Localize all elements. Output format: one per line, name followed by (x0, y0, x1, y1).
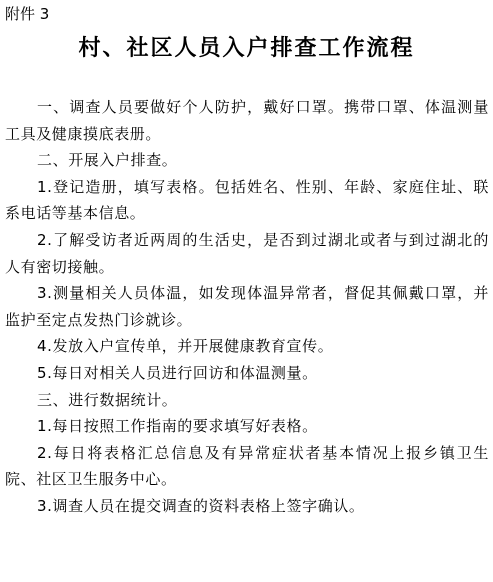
paragraph-step-2-item-2: 2.了解受访者近两周的生活史，是否到过湖北或者与到过湖北的人有密切接触。 (5, 230, 489, 276)
attachment-label: 附件 3 (5, 5, 50, 23)
paragraph-step-2-item-4: 4.发放入户宣传单，并开展健康教育宣传。 (37, 337, 334, 356)
paragraph-step-2-item-5: 5.每日对相关人员进行回访和体温测量。 (37, 363, 318, 382)
paragraph-step-2-item-1: 1.登记造册，填写表格。包括姓名、性别、年龄、家庭住址、联系电话等基本信息。 (5, 177, 489, 223)
paragraph-step-3-item-1: 1.每日按照工作指南的要求填写好表格。 (37, 417, 318, 436)
paragraph-step-3-item-3: 3.调查人员在提交调查的资料表格上签字确认。 (37, 496, 365, 515)
document-body (5, 94, 489, 520)
paragraph-step-1-protection: 一、调查人员要做好个人防护，戴好口罩。携带口罩、体温测量工具及健康摸底表册。 (5, 98, 489, 143)
paragraph-step-3-item-2: 2.每日将表格汇总信息及有异常症状者基本情况上报乡镇卫生院、社区卫生服务中心。 (5, 443, 489, 489)
paragraph-step-2-heading: 二、开展入户排查。 (37, 151, 178, 170)
paragraph-step-3-heading: 三、进行数据统计。 (37, 390, 178, 409)
paragraph-step-2-item-3: 3.测量相关人员体温，如发现体温异常者，督促其佩戴口罩，并监护至定点发热门诊就诊。 (5, 284, 489, 329)
document-title: 村、社区人员入户排查工作流程 (78, 35, 415, 61)
